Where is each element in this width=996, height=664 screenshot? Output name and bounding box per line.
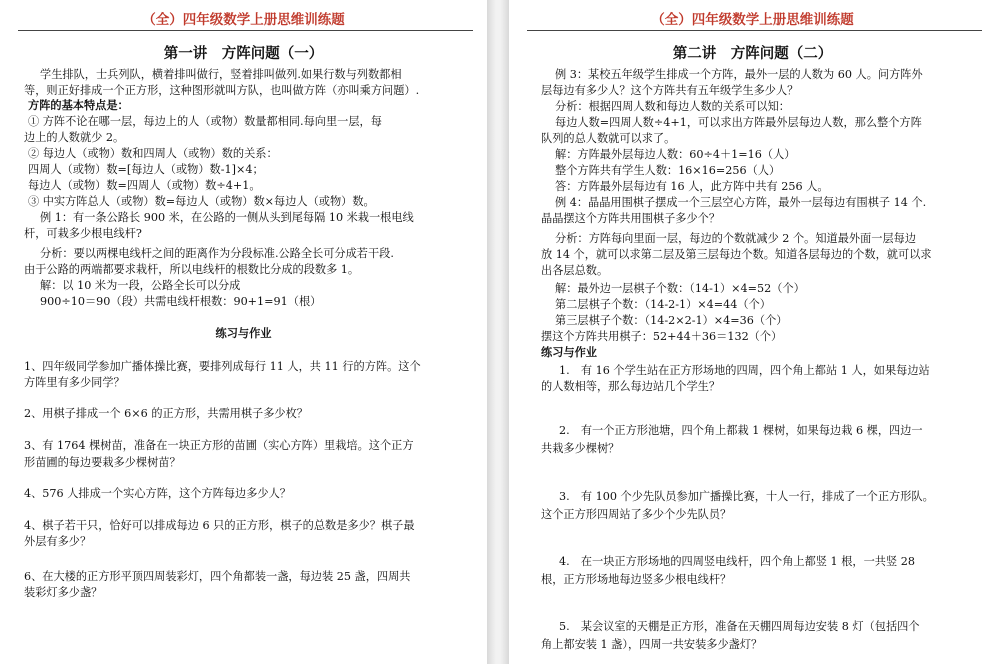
left-page-header: （全）四年级数学上册思维训练题: [142, 12, 345, 28]
example4-line: 第三层棋子个数：（14-2×2-1）×4=36（个）: [555, 314, 788, 327]
right-practice-heading: 练习与作业: [541, 346, 597, 359]
example4-line: 摆这个方阵共用棋子：52+44＋36＝132（个）: [541, 330, 783, 343]
example4-line: 解：最外边一层棋子个数：（14-1）×4=52（个）: [555, 282, 805, 295]
example4-line: 分析：方阵每向里面一层，每边的个数就减少 2 个。知道最外面一层每边: [555, 232, 917, 245]
exercise-line: 3、有 1764 棵树苗，准备在一块正方形的苗圃（实心方阵）里栽培。这个正方: [24, 439, 414, 452]
exercise-line: 的人数相等，那么每边站几个学生？: [541, 380, 721, 393]
feature-line: 四周人（或物）数=[每边人（或物）数-1]×4；: [28, 163, 264, 176]
right-page: [509, 0, 996, 664]
exercise-line: 共栽多少棵树？: [541, 442, 620, 455]
exercise-line: 4、棋子若干只，恰好可以排成每边 6 只的正方形，棋子的总数是多少？棋子最: [24, 519, 415, 532]
left-practice-heading: 练习与作业: [215, 327, 272, 340]
right-page-header: （全）四年级数学上册思维训练题: [651, 12, 854, 28]
example-line: 900÷10＝90（段）共需电线杆根数：90+1=91（根）: [40, 295, 322, 308]
feature-line: 边上的人数就少 2。: [24, 131, 125, 144]
example-line: 由于公路的两端都要求栽杆，所以电线杆的根数比分成的段数多 1。: [24, 263, 360, 276]
intro-line: 学生排队，士兵列队，横着排叫做行，竖着排叫做列.如果行数与列数都相: [40, 68, 402, 81]
exercise-line: 4. 在一块正方形场地的四周竖电线杆，四个角上都竖 1 根，一共竖 28: [559, 555, 915, 568]
exercise-line: 1. 有 16 个学生站在正方形场地的四周，四个角上都站 1 人，如果每边站: [559, 364, 930, 377]
intro-line: 等，则正好排成一个正方形，这种图形就叫方队，也叫做方阵（亦叫乘方问题）.: [24, 84, 420, 97]
right-page-title: 第二讲 方阵问题（二）: [672, 46, 833, 62]
example3-line: 例 3：某校五年级学生排成一个方阵，最外一层的人数为 60 人。问方阵外: [555, 68, 923, 81]
example-line: 分析：要以两棵电线杆之间的距离作为分段标准.公路全长可分成若干段.: [40, 247, 394, 260]
exercise-line: 角上都安装 1 盏），四周一共安装多少盏灯？: [541, 638, 763, 651]
example-line: 例 1：有一条公路长 900 米，在公路的一侧从头到尾每隔 10 米栽一根电线: [40, 211, 414, 224]
example3-line: 层每边有多少人？这个方阵共有五年级学生多少人？: [541, 84, 799, 97]
exercise-line: 5. 某会议室的天棚是正方形，准备在天棚四周每边安装 8 灯（包括四个: [559, 620, 920, 633]
exercise-line: 根，正方形场地每边竖多少根电线杆？: [541, 573, 732, 586]
left-page-title: 第一讲 方阵问题（一）: [163, 46, 324, 62]
exercise-line: 2、用棋子排成一个 6×6 的正方形，共需用棋子多少枚？: [24, 407, 308, 420]
example4-line: 第二层棋子个数：（14-2-1）×4=44（个）: [555, 298, 771, 311]
features-heading: 方阵的基本特点是：: [28, 99, 129, 112]
example3-line: 分析：根据四周人数和每边人数的关系可以知：: [555, 100, 790, 113]
exercise-line: 装彩灯多少盏？: [24, 586, 103, 599]
example3-line: 队列的总人数就可以求了。: [541, 132, 676, 145]
example4-line: 例 4：晶晶用围棋子摆成一个三层空心方阵，最外一层每边有围棋子 14 个.: [555, 196, 927, 209]
example4-line: 晶晶摆这个方阵共用围棋子多少个？: [541, 212, 721, 225]
example4-line: 出各层总数。: [541, 264, 609, 277]
exercise-line: 形苗圃的每边要栽多少棵树苗？: [24, 456, 181, 469]
example-line: 杆，可栽多少根电线杆?: [24, 227, 142, 240]
example3-line: 解：方阵最外层每边人数：60÷4＋1=16（人）: [555, 148, 796, 161]
example4-line: 放 14 个，就可以求第二层及第三层每边个数。知道各层每边的个数，就可以求: [541, 248, 932, 261]
example-line: 解：以 10 米为一段，公路全长可以分成: [40, 279, 241, 292]
exercise-line: 3. 有 100 个少先队员参加广播操比赛，十人一行，排成了一个正方形队。: [559, 490, 934, 503]
exercise-line: 外层有多少？: [24, 535, 92, 548]
feature-line: 每边人（或物）数=四周人（或物）数÷4+1。: [28, 179, 261, 192]
exercise-line: 1、四年级同学参加广播体操比赛，要排列成每行 11 人，共 11 行的方阵。这个: [24, 360, 421, 373]
exercise-line: 6、在大楼的正方形平顶四周装彩灯，四个角都装一盏，每边装 25 盏，四周共: [24, 570, 411, 583]
example3-line: 答：方阵最外层每边有 16 人，此方阵中共有 256 人。: [555, 180, 829, 193]
exercise-line: 这个正方形四周站了多少个少先队员？: [541, 508, 732, 521]
example3-line: 整个方阵共有学生人数：16×16=256（人）: [555, 164, 781, 177]
feature-line: ② 每边人（或物）数和四周人（或物）数的关系：: [28, 147, 278, 160]
exercise-line: 2. 有一个正方形池塘，四个角上都栽 1 棵树，如果每边栽 6 棵，四边一: [559, 424, 923, 437]
feature-line: ① 方阵不论在哪一层，每边上的人（或物）数量都相同.每向里一层，每: [28, 115, 382, 128]
exercise-line: 4、576 人排成一个实心方阵，这个方阵每边多少人？: [24, 487, 291, 500]
example3-line: 每边人数=四周人数÷4+1，可以求出方阵最外层每边人数，那么整个方阵: [555, 116, 922, 129]
left-header-rule: [18, 30, 473, 31]
exercise-line: 方阵里有多少同学？: [24, 376, 125, 389]
left-page: [0, 0, 487, 664]
feature-line: ③ 中实方阵总人（或物）数=每边人（或物）数×每边人（或物）数。: [28, 195, 375, 208]
right-header-rule: [527, 30, 982, 31]
page-gutter: [487, 0, 509, 664]
